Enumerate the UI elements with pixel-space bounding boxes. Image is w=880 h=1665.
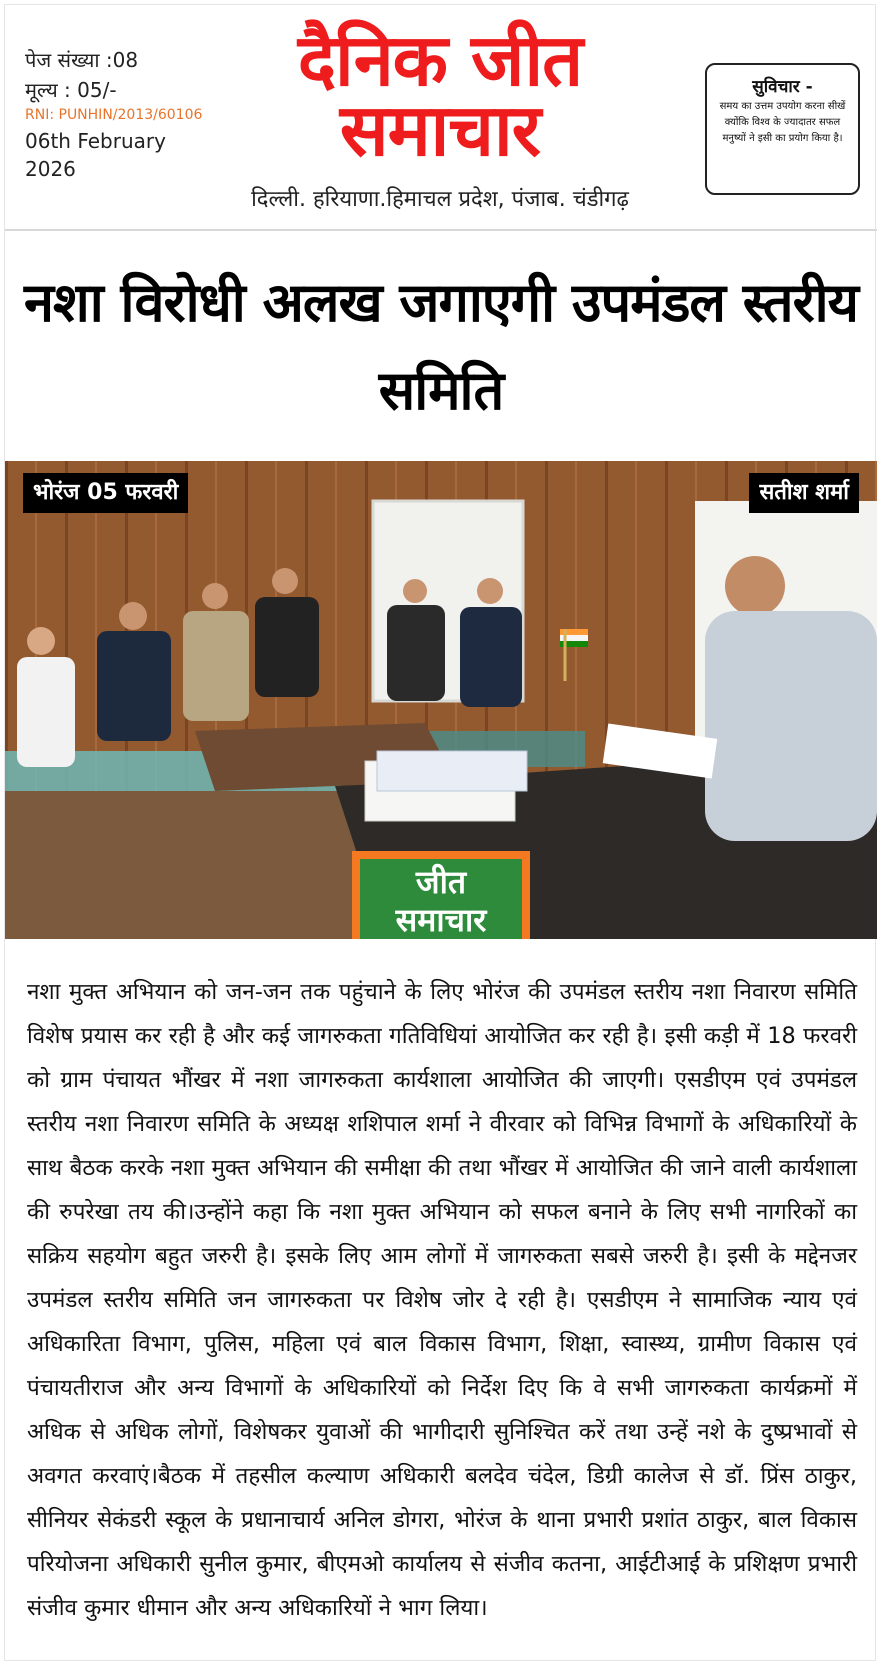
region-line: दिल्ली. हरियाणा.हिमाचल प्रदेश, पंजाब. चंडीगढ़ (251, 187, 629, 212)
article-body: नशा मुक्त अभियान को जन-जन तक पहुंचाने के लिए भोरंज की उपमंडल स्तरीय नशा निवारण समिति विशेष प्रयास कर रही है और कई जागरुकता गतिविधियां आयोजित कर रही है। इसी कड़ी में 18 फरवरी को ग्राम पंचायत भौंखर में नशा जागरुकता कार्यशाला आयोजित की जाएगी। एसडीएम एवं उपमंडल स्तरीय नशा निवारण समिति के अध्यक्ष शशिपाल शर्मा ने वीरवार को विभिन्न विभागों के अधिकारियों के साथ बैठक करके नशा मुक्त अभियान की समीक्षा की तथा भौंखर में आयोजित की जाने वाली कार्यशाला की रुपरेखा तय की।उन्होंने कहा कि नशा मुक्त अभियान को सफल बनाने के लिए सभी नागरिकों का सक्रिय सहयोग बहुत जरुरी है। इसके लिए आम लोगों में जागरुकता सबसे जरुरी है। इसी के मद्देनजर उपमंडल स्तरीय समिति जन जागरुकता पर विशेष जोर दे रही है। एसडीएम ने सामाजिक न्याय एवं अधिकारिता विभाग, पुलिस, महिला एवं बाल विकास विभाग, शिक्षा, स्वास्थ्य, ग्रामीण विकास एवं पंचायतीराज और अन्य विभागों के अधिकारियों को निर्देश दिए कि वे सभी जागरुकता कार्यक्रमों में अधिक से अधिक लोगों, विशेषकर युवाओं की भागीदारी सुनिश्चित करें तथा उन्हें नशे के दुष्प्रभावों से अवगत करवाएं।बैठक में तहसील कल्याण अधिकारी बलदेव चंदेल, डिग्री कालेज से डॉ. प्रिंस ठाकुर, सीनियर सेकंडरी स्कूल के प्रधानाचार्य अनिल डोगरा, भोरंज के थाना प्रभारी प्रशांत ठाकुर, बाल विकास परियोजना अधिकारी सुनील कुमार, बीएमओ कार्यालय से संजीव कतना, आईटीआई के प्रशिक्षण प्रभारी संजीव कुमार धीमान और अन्य अधिकारियों ने भाग लिया। (27, 979, 857, 1621)
thought-body: समय का उत्तम उपयोग करना सीखें क्योंकि विश्व के ज्यादातर सफल मनुष्यों ने इसी का प्रयोग किया है। (719, 101, 846, 144)
newspaper-page (4, 4, 876, 1661)
thought-box (705, 63, 860, 195)
reporter-tag: सतीश शर्मा (749, 473, 859, 513)
dateline-tag: भोरंज 05 फरवरी (23, 473, 188, 513)
page-count: पेज संख्या :08 (25, 48, 139, 72)
issue-meta (25, 45, 215, 183)
headline: नशा विरोधी अलख जगाएगी उपमंडल स्तरीय समिति (24, 271, 858, 422)
logo-line-1: जीत (415, 863, 467, 901)
logo-box (360, 859, 522, 939)
price: मूल्य : 05/- (25, 78, 117, 102)
brand-line-1: दैनिक जीत (297, 18, 583, 102)
brand-line-2: समाचार (339, 88, 541, 172)
masthead (5, 5, 877, 231)
jeet-samachar-logo (352, 851, 530, 939)
newspaper-logo (230, 18, 650, 172)
news-photo (5, 461, 877, 939)
issue-date: 06th February 2026 (25, 129, 166, 181)
logo-line-2: समाचार (395, 901, 487, 939)
thought-title: सुविचार - (752, 77, 813, 97)
rni-number: RNI: PUNHIN/2013/60106 (25, 107, 203, 123)
